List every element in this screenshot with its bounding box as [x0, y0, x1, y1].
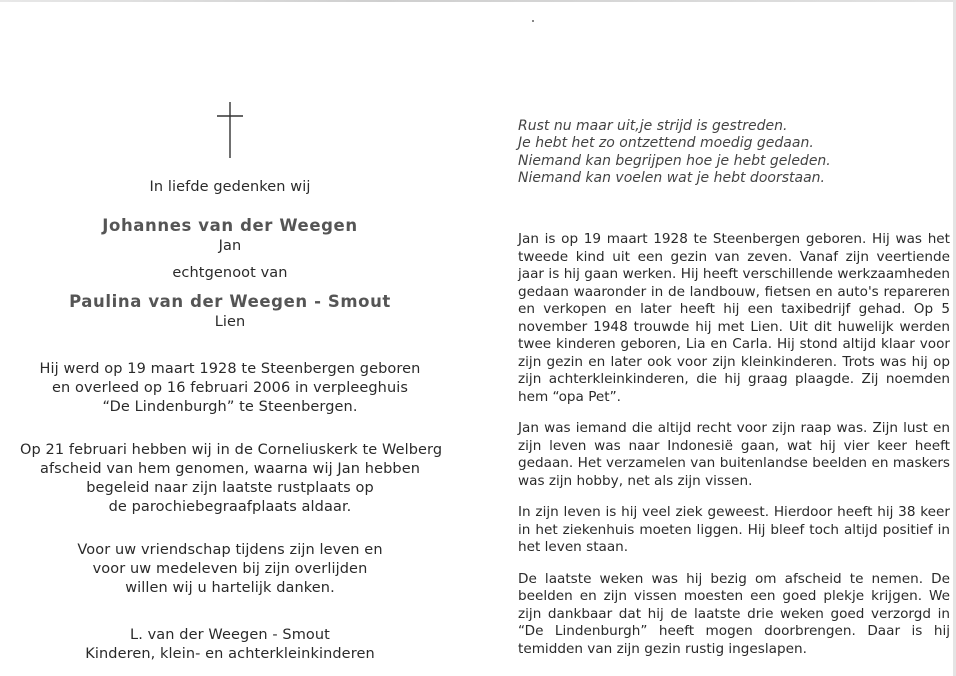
memorial-right-column: [518, 118, 950, 672]
birth-death-line: “De Lindenburgh” te Steenbergen.: [102, 399, 358, 415]
memorial-left-column: [20, 100, 443, 664]
signature-block: [20, 626, 440, 664]
thanks-block: [20, 541, 440, 598]
signature-line: Kinderen, klein- en achterkleinkinderen: [85, 646, 375, 662]
farewell-line: begeleid naar zijn laatste rustplaats op: [86, 480, 374, 496]
farewell-block: [20, 441, 443, 517]
biography-paragraph: Jan is op 19 maart 1928 te Steenbergen geboren. Hij was het tweede kind uit een gezin van zeven. Vanaf zijn veertiende jaar is hij gaan werken. Hij heeft verschillende werkzaamheden gedaan waaronder in de landbouw, fietsen en auto's repareren en verkopen en later heeft hij een taxibedrijf gehad. Op 5 november 1948 trouwde hij met Lien. Uit dit huwelijk werden twee kinderen geboren, Lia en Carla. Hij stond altijd klaar voor zijn gezin en later ook voor zijn kleinkinderen. Trots was hij op zijn achterkleinkinderen, die hij graag plaagde. Zij noemden hem “opa Pet”.: [518, 231, 950, 405]
scan-speck: [532, 20, 534, 22]
biography-paragraph: In zijn leven is hij veel ziek geweest. Hierdoor heeft hij 38 keer in het ziekenhuis moeten liggen. Hij bleef toch altijd positief in het leven staan.: [518, 504, 950, 556]
poem-line: Je hebt het zo ontzettend moedig gedaan.: [518, 135, 814, 152]
farewell-line: de parochiebegraafplaats aldaar.: [108, 499, 352, 515]
scan-edge-top: [0, 0, 956, 2]
poem-line: Niemand kan voelen wat je hebt doorstaan.: [518, 169, 825, 186]
cross-icon: [215, 100, 245, 160]
poem-line: Rust nu maar uit,je strijd is gestreden.: [518, 118, 788, 134]
intro-text: In liefde gedenken wij: [149, 179, 311, 195]
biography-paragraph: De laatste weken was hij bezig om afscheid te nemen. De beelden en zijn vissen moesten een goed plekje krijgen. We zijn dankbaar dat hij de laatste drie weken goed verzorgd in “De Lindenburgh” heeft mogen doorbrengen. Daar is hij temidden van zijn gezin rustig ingeslapen.: [518, 570, 950, 657]
birth-death-line: en overleed op 16 februari 2006 in verpleeghuis: [51, 380, 409, 396]
spouse-relation: echtgenoot van: [172, 265, 288, 281]
spouse-name: Paulina van der Weegen - Smout: [69, 292, 391, 311]
poem-line: Niemand kan begrijpen hoe je hebt geleden.: [518, 152, 831, 169]
farewell-line: afscheid van hem genomen, waarna wij Jan hebben: [39, 461, 421, 477]
birth-death-block: [20, 360, 440, 417]
poem: [518, 118, 950, 187]
thanks-line: Voor uw vriendschap tijdens zijn leven en: [77, 542, 383, 558]
spouse-nickname: Lien: [214, 314, 246, 330]
deceased-nickname: Jan: [218, 238, 242, 254]
deceased-name: Johannes van der Weegen: [102, 216, 358, 235]
farewell-line: Op 21 februari hebben wij in de Corneliuskerk te Welberg: [20, 442, 443, 458]
biography-paragraph: Jan was iemand die altijd recht voor zijn raap was. Zijn lust en zijn leven was naar Indonesië gaan, wat hij vier keer heeft gedaan. Het verzamelen van buitenlandse beelden en maskers was zijn hobby, net als zijn vissen.: [518, 420, 950, 489]
thanks-line: willen wij u hartelijk danken.: [125, 580, 335, 596]
birth-death-line: Hij werd op 19 maart 1928 te Steenbergen geboren: [39, 361, 421, 377]
signature-line: L. van der Weegen - Smout: [130, 627, 330, 643]
thanks-line: voor uw medeleven bij zijn overlijden: [92, 561, 368, 577]
